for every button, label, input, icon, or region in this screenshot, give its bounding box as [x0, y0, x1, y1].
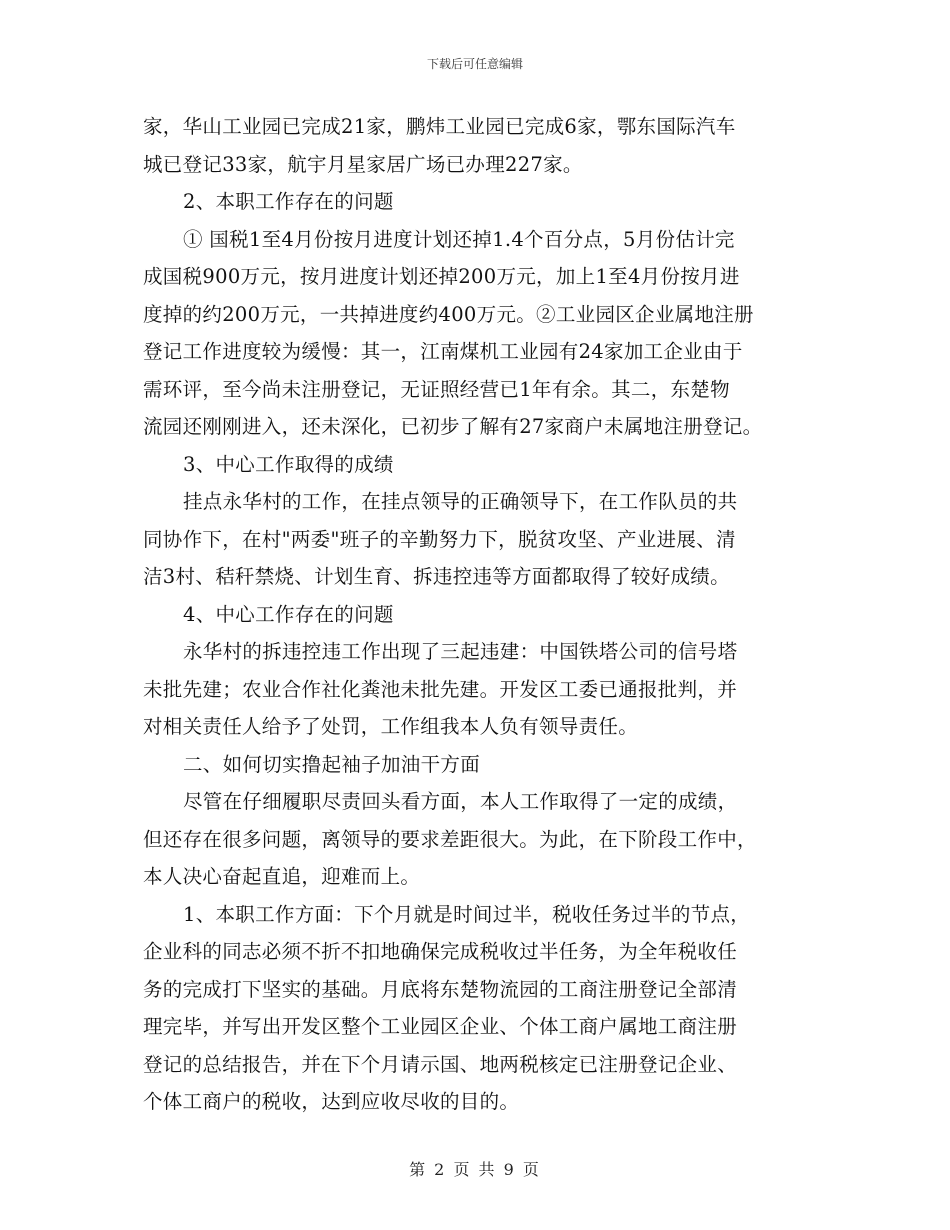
text-line: 流园还刚刚进入，还未深化，已初步了解有27家商户未属地注册登记。 [143, 415, 763, 438]
text-line: 洁3村、秸秆禁烧、计划生育、拆违控违等方面都取得了较好成绩。 [143, 565, 730, 588]
text-line: 本人决心奋起直追，迎难而上。 [143, 865, 421, 888]
text-line: 度掉的约200万元，一共掉进度约400万元。②工业园区企业属地注册 [143, 302, 754, 326]
text-line: 城已登记33家，航宇月星家居广场已办理227家。 [143, 152, 583, 176]
text-line: 需环评，至今尚未注册登记，无证照经营已1年有余。其二，东楚物 [143, 377, 730, 401]
text-line: 登记的总结报告，并在下个月请示国、地两税核定已注册登记企业、 [143, 1052, 738, 1076]
page-header: 下载后可任意编辑 [426, 57, 523, 71]
text-line: 尽管在仔细履职尽责回头看方面，本人工作取得了一定的成绩， [183, 790, 738, 813]
text-line: 理完毕，并写出开发区整个工业园区企业、个体工商户属地工商注册 [143, 1015, 738, 1038]
text-line: 登记工作进度较为缓慢：其一，江南煤机工业园有24家加工企业由于 [143, 340, 743, 363]
text-line: 但还存在很多问题，离领导的要求差距很大。为此，在下阶段工作中， [143, 827, 757, 851]
text-line: 未批先建；农业合作社化粪池未批先建。开发区工委已通报批判，并 [143, 677, 738, 701]
text-line: 对相关责任人给予了处罚，工作组我本人负有领导责任。 [143, 715, 639, 738]
text-line: 2、本职工作存在的问题 [183, 190, 394, 213]
document-body [143, 108, 833, 1121]
text-line: ① 国税1至4月份按月进度计划还掉1.4个百分点，5月份估计完 [183, 227, 735, 251]
text-line: 成国税900万元，按月进度计划还掉200万元，加上1至4月份按月进 [143, 265, 740, 288]
text-line: 家，华山工业园已完成21家，鹏炜工业园已完成6家，鄂东国际汽车 [143, 115, 736, 138]
text-line: 挂点永华村的工作，在挂点领导的正确领导下，在工作队员的共 [183, 490, 738, 513]
text-line: 3、中心工作取得的成绩 [183, 452, 394, 476]
text-line: 个体工商户的税收，达到应收尽收的目的。 [143, 1090, 520, 1113]
text-line: 永华村的拆违控违工作出现了三起违建：中国铁塔公司的信号塔 [183, 640, 738, 663]
text-line: 务的完成打下坚实的基础。月底将东楚物流园的工商注册登记全部清 [143, 977, 738, 1001]
text-line: 同协作下，在村"两委"班子的辛勤努力下，脱贫攻坚、产业进展、清 [143, 527, 736, 551]
page-footer: 第 2 页 共 9 页 [409, 1160, 541, 1179]
text-line: 二、如何切实撸起袖子加油干方面 [183, 752, 481, 776]
text-line: 企业科的同志必须不折不扣地确保完成税收过半任务，为全年税收任 [143, 940, 738, 963]
text-line: 1、本职工作方面：下个月就是时间过半，税收任务过半的节点， [183, 902, 751, 926]
text-line: 4、中心工作存在的问题 [183, 602, 394, 626]
